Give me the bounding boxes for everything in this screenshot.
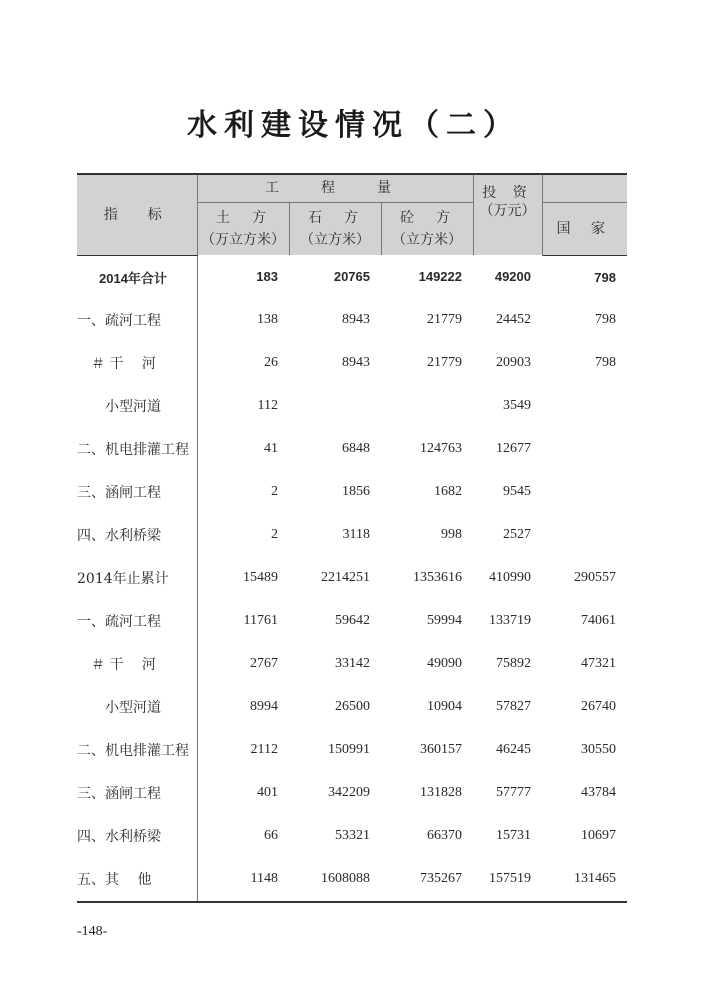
header-earth-unit: （万立方米） xyxy=(201,231,285,248)
row-value: 15731 xyxy=(496,828,531,843)
row-value: 1608088 xyxy=(289,858,381,902)
row-value: 1682 xyxy=(434,484,462,499)
table-body xyxy=(77,255,627,902)
row-label: 二、机电排灌工程 xyxy=(77,729,197,772)
row-value: 59994 xyxy=(427,613,462,628)
row-value: 3118 xyxy=(342,527,370,542)
row-label: 三、涵闸工程 xyxy=(77,471,197,514)
header-stone-unit: （立方米） xyxy=(300,231,370,248)
row-label: 二、机电排灌工程 xyxy=(77,428,197,471)
header-investment-unit-cell xyxy=(473,202,542,255)
row-value: 21779 xyxy=(427,355,462,370)
row-value: 8994 xyxy=(250,699,278,714)
row-value: 41 xyxy=(264,441,278,456)
header-stone-name: 石 方 xyxy=(308,209,362,226)
row-value: 11761 xyxy=(243,613,278,628)
header-stone xyxy=(289,202,381,255)
header-investment xyxy=(473,174,542,202)
row-value: 183 xyxy=(256,269,278,285)
row-value: 133719 xyxy=(489,613,531,628)
row-value: 798 xyxy=(594,269,616,285)
row-value: 10697 xyxy=(581,828,616,843)
row-value: 8943 xyxy=(342,312,370,327)
row-label: 2014年止累计 xyxy=(77,557,197,600)
page-title: 水利建设情况（二） xyxy=(187,108,520,143)
row-value xyxy=(542,428,627,471)
row-value: 112 xyxy=(257,398,278,413)
table-row xyxy=(77,772,627,815)
row-value: 21779 xyxy=(427,312,462,327)
row-label: 五、其 他 xyxy=(77,858,197,902)
header-quantity-group: 工 程 量 xyxy=(197,174,473,202)
row-value: 2767 xyxy=(250,656,278,671)
header-earth xyxy=(197,202,289,255)
row-value: 26 xyxy=(264,355,278,370)
header-concrete-unit: （立方米） xyxy=(392,231,462,248)
row-value: 10904 xyxy=(427,699,462,714)
row-value: 798 xyxy=(595,312,616,327)
row-label: ＃ 干 河 xyxy=(77,342,197,385)
row-value: 2 xyxy=(271,484,278,499)
row-value xyxy=(381,385,473,428)
row-value: 2 xyxy=(271,527,278,542)
row-value: 33142 xyxy=(335,656,370,671)
table-row xyxy=(77,342,627,385)
row-label: 一、疏河工程 xyxy=(77,299,197,342)
row-value xyxy=(542,471,627,514)
row-value: 57827 xyxy=(496,699,531,714)
row-value: 8943 xyxy=(342,355,370,370)
header-national: 国 家 xyxy=(542,202,627,255)
water-conservancy-table xyxy=(77,173,627,903)
row-value: 57777 xyxy=(496,785,531,800)
table-row xyxy=(77,815,627,858)
row-value: 49090 xyxy=(427,656,462,671)
header-investment-unit: （万元） xyxy=(479,203,536,219)
row-value: 798 xyxy=(595,355,616,370)
row-value: 2527 xyxy=(503,527,531,542)
row-value xyxy=(542,514,627,557)
table-row xyxy=(77,686,627,729)
row-value: 6848 xyxy=(342,441,370,456)
row-value: 2112 xyxy=(250,742,278,757)
row-value: 59642 xyxy=(335,613,370,628)
row-value: 66 xyxy=(264,828,278,843)
row-value: 401 xyxy=(257,785,278,800)
table-row xyxy=(77,255,627,299)
row-value: 12677 xyxy=(496,441,531,456)
row-value: 46245 xyxy=(496,742,531,757)
table-row xyxy=(77,600,627,643)
row-value: 20903 xyxy=(496,355,531,370)
header-blank xyxy=(542,174,627,202)
row-value: 342209 xyxy=(328,785,370,800)
header-concrete-name: 砼 方 xyxy=(400,209,454,226)
row-value: 131828 xyxy=(420,785,462,800)
row-value: 998 xyxy=(441,527,462,542)
row-label: 四、水利桥梁 xyxy=(77,815,197,858)
table-row xyxy=(77,729,627,772)
row-value: 149222 xyxy=(418,269,462,285)
row-value xyxy=(289,385,381,428)
row-value: 53321 xyxy=(335,828,370,843)
row-value: 74061 xyxy=(581,613,616,628)
row-value: 290557 xyxy=(574,570,616,585)
row-label: 三、涵闸工程 xyxy=(77,772,197,815)
row-value: 47321 xyxy=(581,656,616,671)
row-label: 一、疏河工程 xyxy=(77,600,197,643)
row-label: 小型河道 xyxy=(77,686,197,729)
table-row xyxy=(77,385,627,428)
row-value: 138 xyxy=(257,312,278,327)
table-row xyxy=(77,428,627,471)
row-value: 1856 xyxy=(342,484,370,499)
header-earth-name: 土 方 xyxy=(216,209,270,226)
row-value: 3549 xyxy=(503,398,531,413)
row-value: 1353616 xyxy=(413,570,462,585)
header-concrete xyxy=(381,202,473,255)
row-value: 2214251 xyxy=(321,570,370,585)
row-value: 26740 xyxy=(581,699,616,714)
row-value: 131465 xyxy=(542,858,627,902)
row-value: 75892 xyxy=(496,656,531,671)
row-value: 43784 xyxy=(581,785,616,800)
row-value xyxy=(542,385,627,428)
row-value: 49200 xyxy=(494,269,531,285)
row-value: 26500 xyxy=(335,699,370,714)
row-value: 410990 xyxy=(489,570,531,585)
table-row xyxy=(77,643,627,686)
row-value: 157519 xyxy=(473,858,542,902)
table-row xyxy=(77,858,627,902)
row-label: 2014年合计 xyxy=(77,255,197,299)
header-indicator: 指 标 xyxy=(77,174,197,255)
row-value: 15489 xyxy=(243,570,278,585)
row-label: 四、水利桥梁 xyxy=(77,514,197,557)
row-value: 9545 xyxy=(503,484,531,499)
row-label: ＃ 干 河 xyxy=(77,643,197,686)
row-value: 360157 xyxy=(420,742,462,757)
header-investment-name: 投 资 xyxy=(482,185,533,201)
row-value: 66370 xyxy=(427,828,462,843)
row-value: 20765 xyxy=(333,269,370,285)
table-row xyxy=(77,299,627,342)
row-value: 1148 xyxy=(197,858,289,902)
table-row xyxy=(77,557,627,600)
row-value: 30550 xyxy=(581,742,616,757)
table-row xyxy=(77,514,627,557)
table-row xyxy=(77,471,627,514)
row-value: 735267 xyxy=(381,858,473,902)
row-value: 150991 xyxy=(328,742,370,757)
page-number: -148- xyxy=(77,924,108,939)
row-label: 小型河道 xyxy=(77,385,197,428)
row-value: 24452 xyxy=(496,312,531,327)
row-value: 124763 xyxy=(420,441,462,456)
